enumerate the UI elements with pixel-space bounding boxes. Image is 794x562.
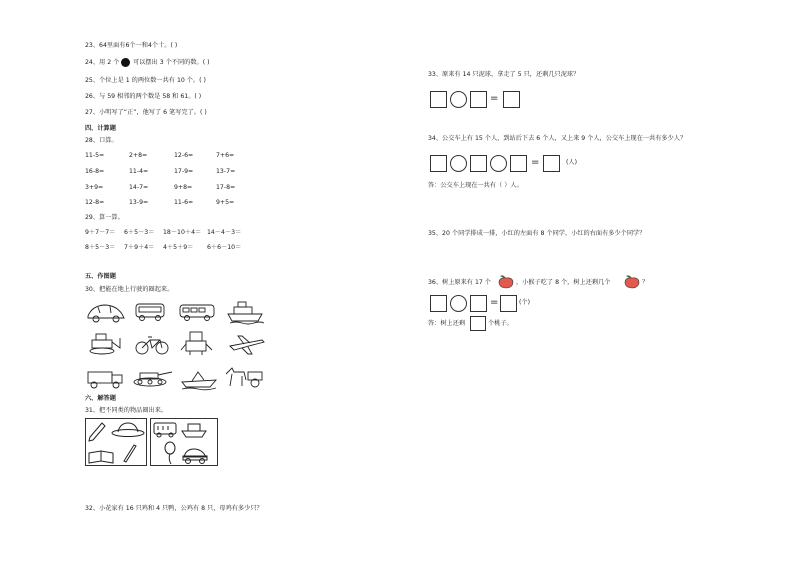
question-25: 25、个位上是 1 的两位数一共有 10 个。( ) xyxy=(85,77,206,84)
section-4-title: 四、计算题 xyxy=(85,125,116,132)
question-24-part1: 24、用 2 个 xyxy=(85,59,120,66)
equals-sign: = xyxy=(531,157,540,168)
question-34: 34、公交车上有 15 个人，到站后下去 6 个人，又上来 9 个人，公交车上现在一共有多少人？ xyxy=(428,135,687,142)
answer-box[interactable] xyxy=(510,155,527,172)
vehicle-pictures xyxy=(86,300,266,392)
operator-circle[interactable] xyxy=(450,155,467,172)
calc-cell: 18－10＋4＝ xyxy=(163,229,202,236)
unit-label: (个) xyxy=(519,299,531,306)
question-24-part2: 可以摆出 3 个不同的数。( ) xyxy=(133,59,210,66)
calc-cell: 3+9= xyxy=(85,184,104,191)
calc-cell: 14－4－3＝ xyxy=(207,229,242,236)
question-30: 30、把能在地上行驶的圈起来。 xyxy=(85,286,174,293)
calc-cell: 17-9= xyxy=(174,168,194,175)
answer-box[interactable] xyxy=(470,295,487,312)
calc-cell: 7＋9＋4＝ xyxy=(124,244,155,251)
bulldozer-icon xyxy=(90,334,120,354)
balloon-icon xyxy=(165,442,175,464)
equals-sign: = xyxy=(490,297,499,308)
calc-cell: 11-5= xyxy=(85,152,105,159)
operator-circle[interactable] xyxy=(450,295,467,312)
bus-small-icon xyxy=(154,423,176,437)
question-29: 29、算一算。 xyxy=(85,214,124,221)
answer-box[interactable] xyxy=(430,295,447,312)
section-5-title: 五、作图题 xyxy=(85,273,116,280)
tank-icon xyxy=(134,372,172,386)
calc-cell: 9+8= xyxy=(174,184,193,191)
question-26: 26、与 59 相邻的两个数是 58 和 61。( ) xyxy=(85,93,202,100)
calc-cell: 16-8= xyxy=(85,168,105,175)
calc-cell: 11-6= xyxy=(174,199,194,206)
hat-icon xyxy=(112,423,144,437)
question-32: 32、小花家有 16 只鸡和 4 只鸭，公鸡有 8 只，母鸡有多少只？ xyxy=(85,505,263,512)
answer-box[interactable] xyxy=(470,316,486,331)
answer-box[interactable] xyxy=(430,155,447,172)
robot-toy-icon xyxy=(181,332,212,355)
answer-box[interactable] xyxy=(503,91,520,108)
question-33: 33、原来有 14 只泥球，拿走了 5 只，还剩几只泥球？ xyxy=(428,71,580,78)
calc-cell: 13-7= xyxy=(216,168,236,175)
answer-36-part2: 个桃子。 xyxy=(488,320,513,327)
object-pictures xyxy=(86,419,218,465)
filled-circle-icon xyxy=(121,58,130,67)
answer-box[interactable] xyxy=(470,155,487,172)
peach-icon xyxy=(497,274,515,289)
question-23: 23、64里面有6个一和4个十。( ) xyxy=(85,42,178,49)
calc-cell: 6＋6－10＝ xyxy=(207,244,242,251)
question-36-part1: 36、树上原来有 17 个 xyxy=(428,279,491,286)
calc-cell: 11-4= xyxy=(129,168,149,175)
answer-box[interactable] xyxy=(543,155,560,172)
car-icon xyxy=(88,305,124,322)
question-27: 27、小明写了“正”，他写了 6 笔写完了。( ) xyxy=(85,109,207,116)
answer-box[interactable] xyxy=(500,295,517,312)
ship-icon xyxy=(228,302,264,324)
airplane-icon xyxy=(230,336,264,354)
calc-cell: 13-9= xyxy=(129,199,149,206)
answer-box[interactable] xyxy=(470,91,487,108)
calc-cell: 14-7= xyxy=(129,184,149,191)
book-icon xyxy=(89,451,113,463)
unit-label: (人) xyxy=(566,159,578,166)
question-36-part2: ，小猴子吃了 8 个，树上还剩几个 xyxy=(516,279,611,286)
calc-cell: 2+8= xyxy=(129,152,148,159)
bus-icon xyxy=(180,305,214,321)
peach-icon xyxy=(623,274,641,289)
calc-cell: 12-8= xyxy=(85,199,105,206)
speedboat-icon xyxy=(182,372,216,390)
horse-cart-icon xyxy=(226,368,262,387)
answer-box[interactable] xyxy=(430,91,447,108)
calc-cell: 17-8= xyxy=(216,184,236,191)
operator-circle[interactable] xyxy=(490,155,507,172)
van-icon xyxy=(136,304,164,321)
calc-cell: 8＋5－3＝ xyxy=(85,244,116,251)
calc-cell: 9＋7－7＝ xyxy=(85,229,116,236)
operator-circle[interactable] xyxy=(450,91,467,108)
pencil-icon xyxy=(124,445,136,462)
question-36-part3: ？ xyxy=(642,279,649,286)
equals-sign: = xyxy=(490,93,499,104)
pen-icon xyxy=(89,423,105,441)
question-31: 31、把不同类的物品圈出来。 xyxy=(85,407,168,414)
question-35: 35、20 个同学排成一排，小红的左面有 8 个同学，小红的右面有多少个同学？ xyxy=(428,230,646,237)
question-28: 28、口算。 xyxy=(85,137,118,144)
ship-small-icon xyxy=(182,424,206,437)
calc-cell: 6＋5－3＝ xyxy=(124,229,155,236)
calc-cell: 12-6= xyxy=(174,152,194,159)
calc-cell: 4＋5＋9＝ xyxy=(163,244,194,251)
truck-icon xyxy=(88,372,122,388)
section-6-title: 六、解答题 xyxy=(85,395,116,402)
answer-36-part1: 答：树上还剩 xyxy=(428,320,466,327)
calc-cell: 7+6= xyxy=(216,152,235,159)
calc-cell: 9+5= xyxy=(216,199,235,206)
answer-34: 答：公交车上现在一共有（ ）人。 xyxy=(428,182,523,189)
car-small-icon xyxy=(183,449,207,464)
bicycle-icon xyxy=(136,337,168,354)
